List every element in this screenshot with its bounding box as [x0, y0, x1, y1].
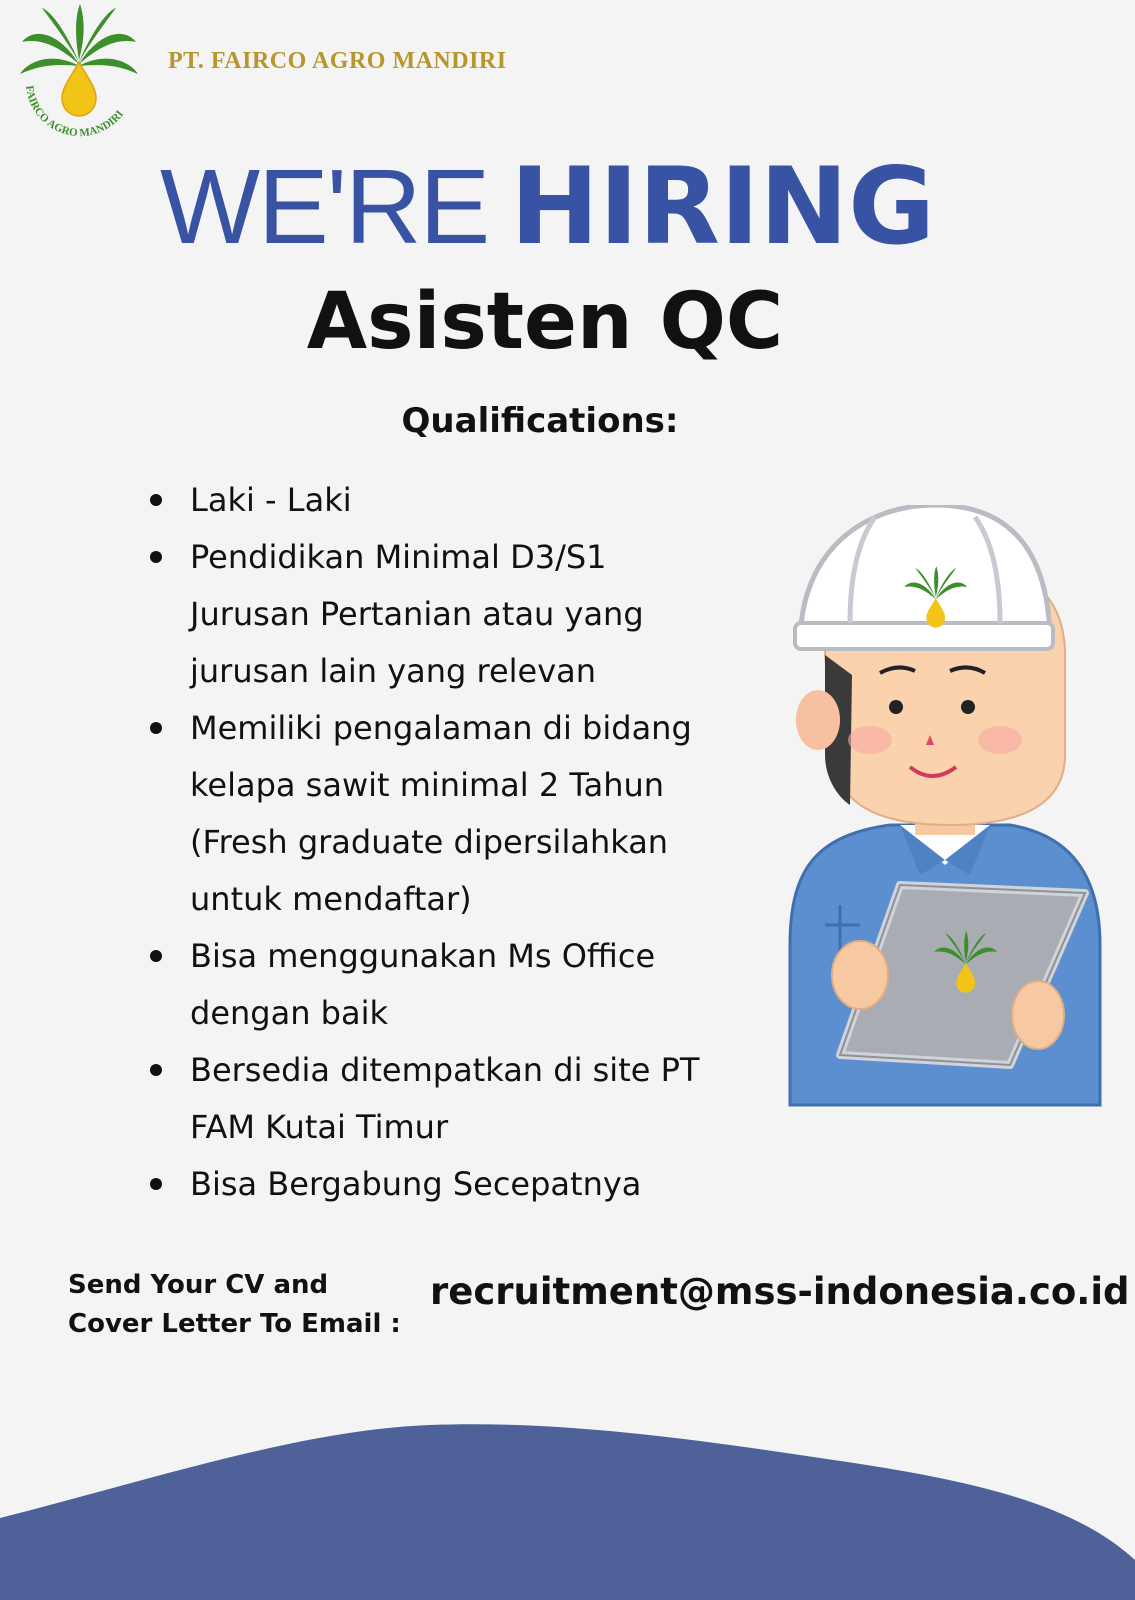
worker-illustration	[780, 505, 1110, 1115]
list-item: Bisa menggunakan Ms Office dengan baik	[148, 928, 728, 1042]
list-item: Bisa Bergabung Secepatnya	[148, 1156, 728, 1213]
list-item: Pendidikan Minimal D3/S1 Jurusan Pertanian atau yang jurusan lain yang relevan	[148, 529, 728, 700]
company-name: PT. FAIRCO AGRO MANDIRI	[168, 48, 507, 74]
logo-ring-text: FAIRCO AGRO MANDIRI	[23, 84, 126, 138]
qualifications-list	[148, 472, 728, 1213]
bullet-icon	[150, 950, 162, 962]
recruitment-email[interactable]: recruitment@mss-indonesia.co.id	[430, 1270, 1130, 1313]
bullet-icon	[150, 551, 162, 563]
list-item: Memiliki pengalaman di bidang kelapa sawit minimal 2 Tahun (Fresh graduate dipersilahkan untuk mendaftar)	[148, 700, 728, 928]
list-item: Bersedia ditempatkan di site PT FAM Kutai Timur	[148, 1042, 728, 1156]
headline-bold: HIRING	[510, 145, 936, 268]
qualifications-heading: Qualifications:	[401, 401, 679, 441]
bullet-icon	[150, 722, 162, 734]
bullet-icon	[150, 494, 162, 506]
company-logo	[14, 2, 144, 138]
cv-instruction-label: Send Your CV and Cover Letter To Email :	[68, 1270, 401, 1339]
headline-light: WE'RE	[160, 148, 489, 266]
footer-wave	[0, 1400, 1135, 1600]
bullet-icon	[150, 1064, 162, 1076]
bullet-icon	[150, 1178, 162, 1190]
list-item: Laki - Laki	[148, 472, 728, 529]
oil-drop-icon	[62, 62, 96, 116]
job-title: Asisten QC	[306, 277, 784, 367]
hiring-headline	[160, 142, 935, 272]
